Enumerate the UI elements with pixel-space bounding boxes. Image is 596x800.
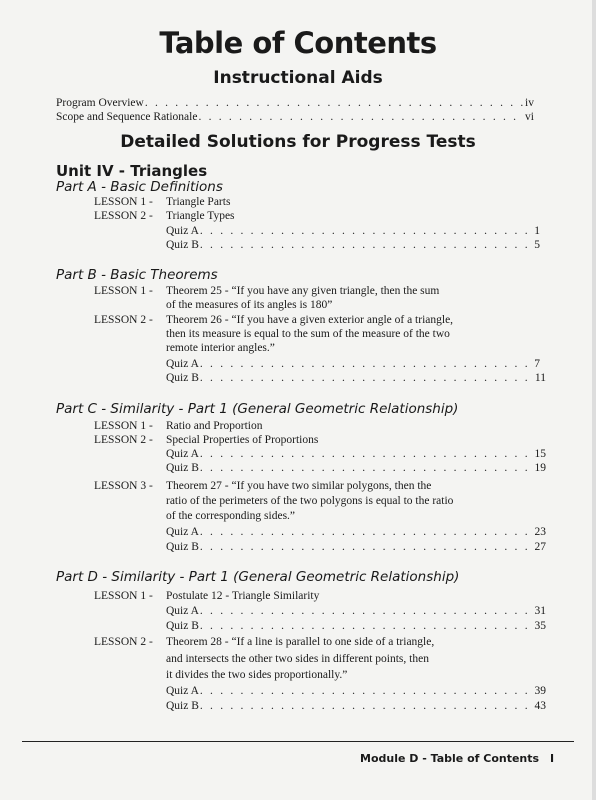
lesson-text: Theorem 25 - “If you have any given triangle, then the sum — [166, 285, 440, 297]
toc-entry-page: vi — [525, 111, 534, 123]
quiz-label: Quiz A — [166, 685, 199, 697]
lesson-number: LESSON 2 - — [94, 210, 153, 222]
quiz-entry — [166, 684, 546, 698]
dot-leader — [145, 96, 524, 110]
part-b-title: Part B - Basic Theorems — [56, 267, 218, 283]
quiz-page: 15 — [534, 448, 546, 460]
footer-page-number: I — [550, 752, 555, 765]
lesson-number: LESSON 2 - — [94, 434, 153, 446]
quiz-page: 39 — [534, 685, 546, 697]
quiz-entry — [166, 604, 546, 618]
quiz-label: Quiz B — [166, 462, 199, 474]
part-c-title: Part C - Similarity - Part 1 (General Geometric Relationship) — [56, 401, 459, 417]
page-edge — [592, 0, 596, 800]
page-title: Table of Contents — [159, 26, 437, 60]
dot-leader — [200, 461, 534, 475]
instructional-aids-heading: Instructional Aids — [213, 68, 383, 88]
solutions-heading: Detailed Solutions for Progress Tests — [120, 132, 476, 152]
quiz-label: Quiz A — [166, 358, 199, 370]
quiz-page: 27 — [534, 541, 546, 553]
lesson-number: LESSON 1 - — [94, 196, 153, 208]
lesson-text: Triangle Types — [166, 210, 235, 222]
unit-title: Unit IV - Triangles — [56, 162, 208, 180]
footer-module-label: Module D - Table of Contents — [360, 752, 540, 765]
lesson-number: LESSON 1 - — [94, 285, 153, 297]
lesson-text: of the corresponding sides.” — [166, 510, 296, 522]
part-d-title: Part D - Similarity - Part 1 (General Geometric Relationship) — [56, 569, 460, 585]
quiz-label: Quiz B — [166, 700, 199, 712]
quiz-page: 31 — [534, 605, 546, 617]
dot-leader — [200, 540, 534, 554]
quiz-label: Quiz A — [166, 225, 199, 237]
quiz-page: 23 — [534, 526, 546, 538]
quiz-label: Quiz B — [166, 620, 199, 632]
lesson-text: Theorem 27 - “If you have two similar polygons, then the — [166, 480, 432, 492]
toc-entry-page: iv — [525, 97, 534, 109]
dot-leader — [198, 110, 524, 124]
toc-entry-scope-sequence — [56, 110, 534, 124]
quiz-label: Quiz B — [166, 541, 199, 553]
quiz-entry — [166, 619, 546, 633]
dot-leader — [200, 619, 534, 633]
lesson-number: LESSON 2 - — [94, 636, 153, 648]
quiz-page: 19 — [534, 462, 546, 474]
lesson-text: Triangle Parts — [166, 196, 231, 208]
dot-leader — [200, 357, 533, 371]
quiz-page: 1 — [534, 225, 540, 237]
dot-leader — [200, 447, 534, 461]
lesson-number: LESSON 1 - — [94, 420, 153, 432]
quiz-entry — [166, 699, 546, 713]
quiz-entry — [166, 540, 546, 554]
dot-leader — [200, 371, 534, 385]
quiz-page: 7 — [534, 358, 540, 370]
lesson-text: Theorem 26 - “If you have a given exterior angle of a triangle, — [166, 314, 454, 326]
lesson-text: Theorem 28 - “If a line is parallel to one side of a triangle, — [166, 636, 435, 648]
lesson-text: Ratio and Proportion — [166, 420, 263, 432]
quiz-label: Quiz B — [166, 239, 199, 251]
quiz-entry — [166, 461, 546, 475]
footer-rule — [22, 741, 574, 742]
lesson-text: then its measure is equal to the sum of the measure of the two — [166, 328, 450, 340]
quiz-page: 43 — [534, 700, 546, 712]
dot-leader — [200, 525, 534, 539]
quiz-label: Quiz A — [166, 605, 199, 617]
dot-leader — [200, 224, 533, 238]
quiz-entry — [166, 224, 540, 238]
quiz-label: Quiz A — [166, 448, 199, 460]
toc-entry-program-overview — [56, 96, 534, 110]
quiz-page: 5 — [534, 239, 540, 251]
lesson-number: LESSON 3 - — [94, 480, 153, 492]
lesson-text: of the measures of its angles is 180” — [166, 299, 333, 311]
dot-leader — [200, 604, 534, 618]
lesson-text: and intersects the other two sides in different points, then — [166, 653, 429, 665]
quiz-label: Quiz A — [166, 526, 199, 538]
quiz-entry — [166, 525, 546, 539]
quiz-page: 35 — [534, 620, 546, 632]
quiz-page: 11 — [534, 372, 546, 384]
quiz-label: Quiz B — [166, 372, 199, 384]
quiz-entry — [166, 371, 546, 385]
quiz-entry — [166, 447, 546, 461]
lesson-text: ratio of the perimeters of the two polygons is equal to the ratio — [166, 495, 454, 507]
part-a-title: Part A - Basic Definitions — [56, 179, 223, 195]
lesson-text: Special Properties of Proportions — [166, 434, 319, 446]
quiz-entry — [166, 238, 540, 252]
toc-entry-label: Program Overview — [56, 97, 144, 109]
lesson-number: LESSON 1 - — [94, 590, 153, 602]
lesson-text: Postulate 12 - Triangle Similarity — [166, 590, 320, 602]
dot-leader — [200, 684, 534, 698]
lesson-text: remote interior angles.” — [166, 342, 275, 354]
toc-entry-label: Scope and Sequence Rationale — [56, 111, 198, 123]
lesson-number: LESSON 2 - — [94, 314, 153, 326]
dot-leader — [200, 238, 533, 252]
lesson-text: it divides the two sides proportionally.” — [166, 669, 348, 681]
dot-leader — [200, 699, 534, 713]
quiz-entry — [166, 357, 540, 371]
